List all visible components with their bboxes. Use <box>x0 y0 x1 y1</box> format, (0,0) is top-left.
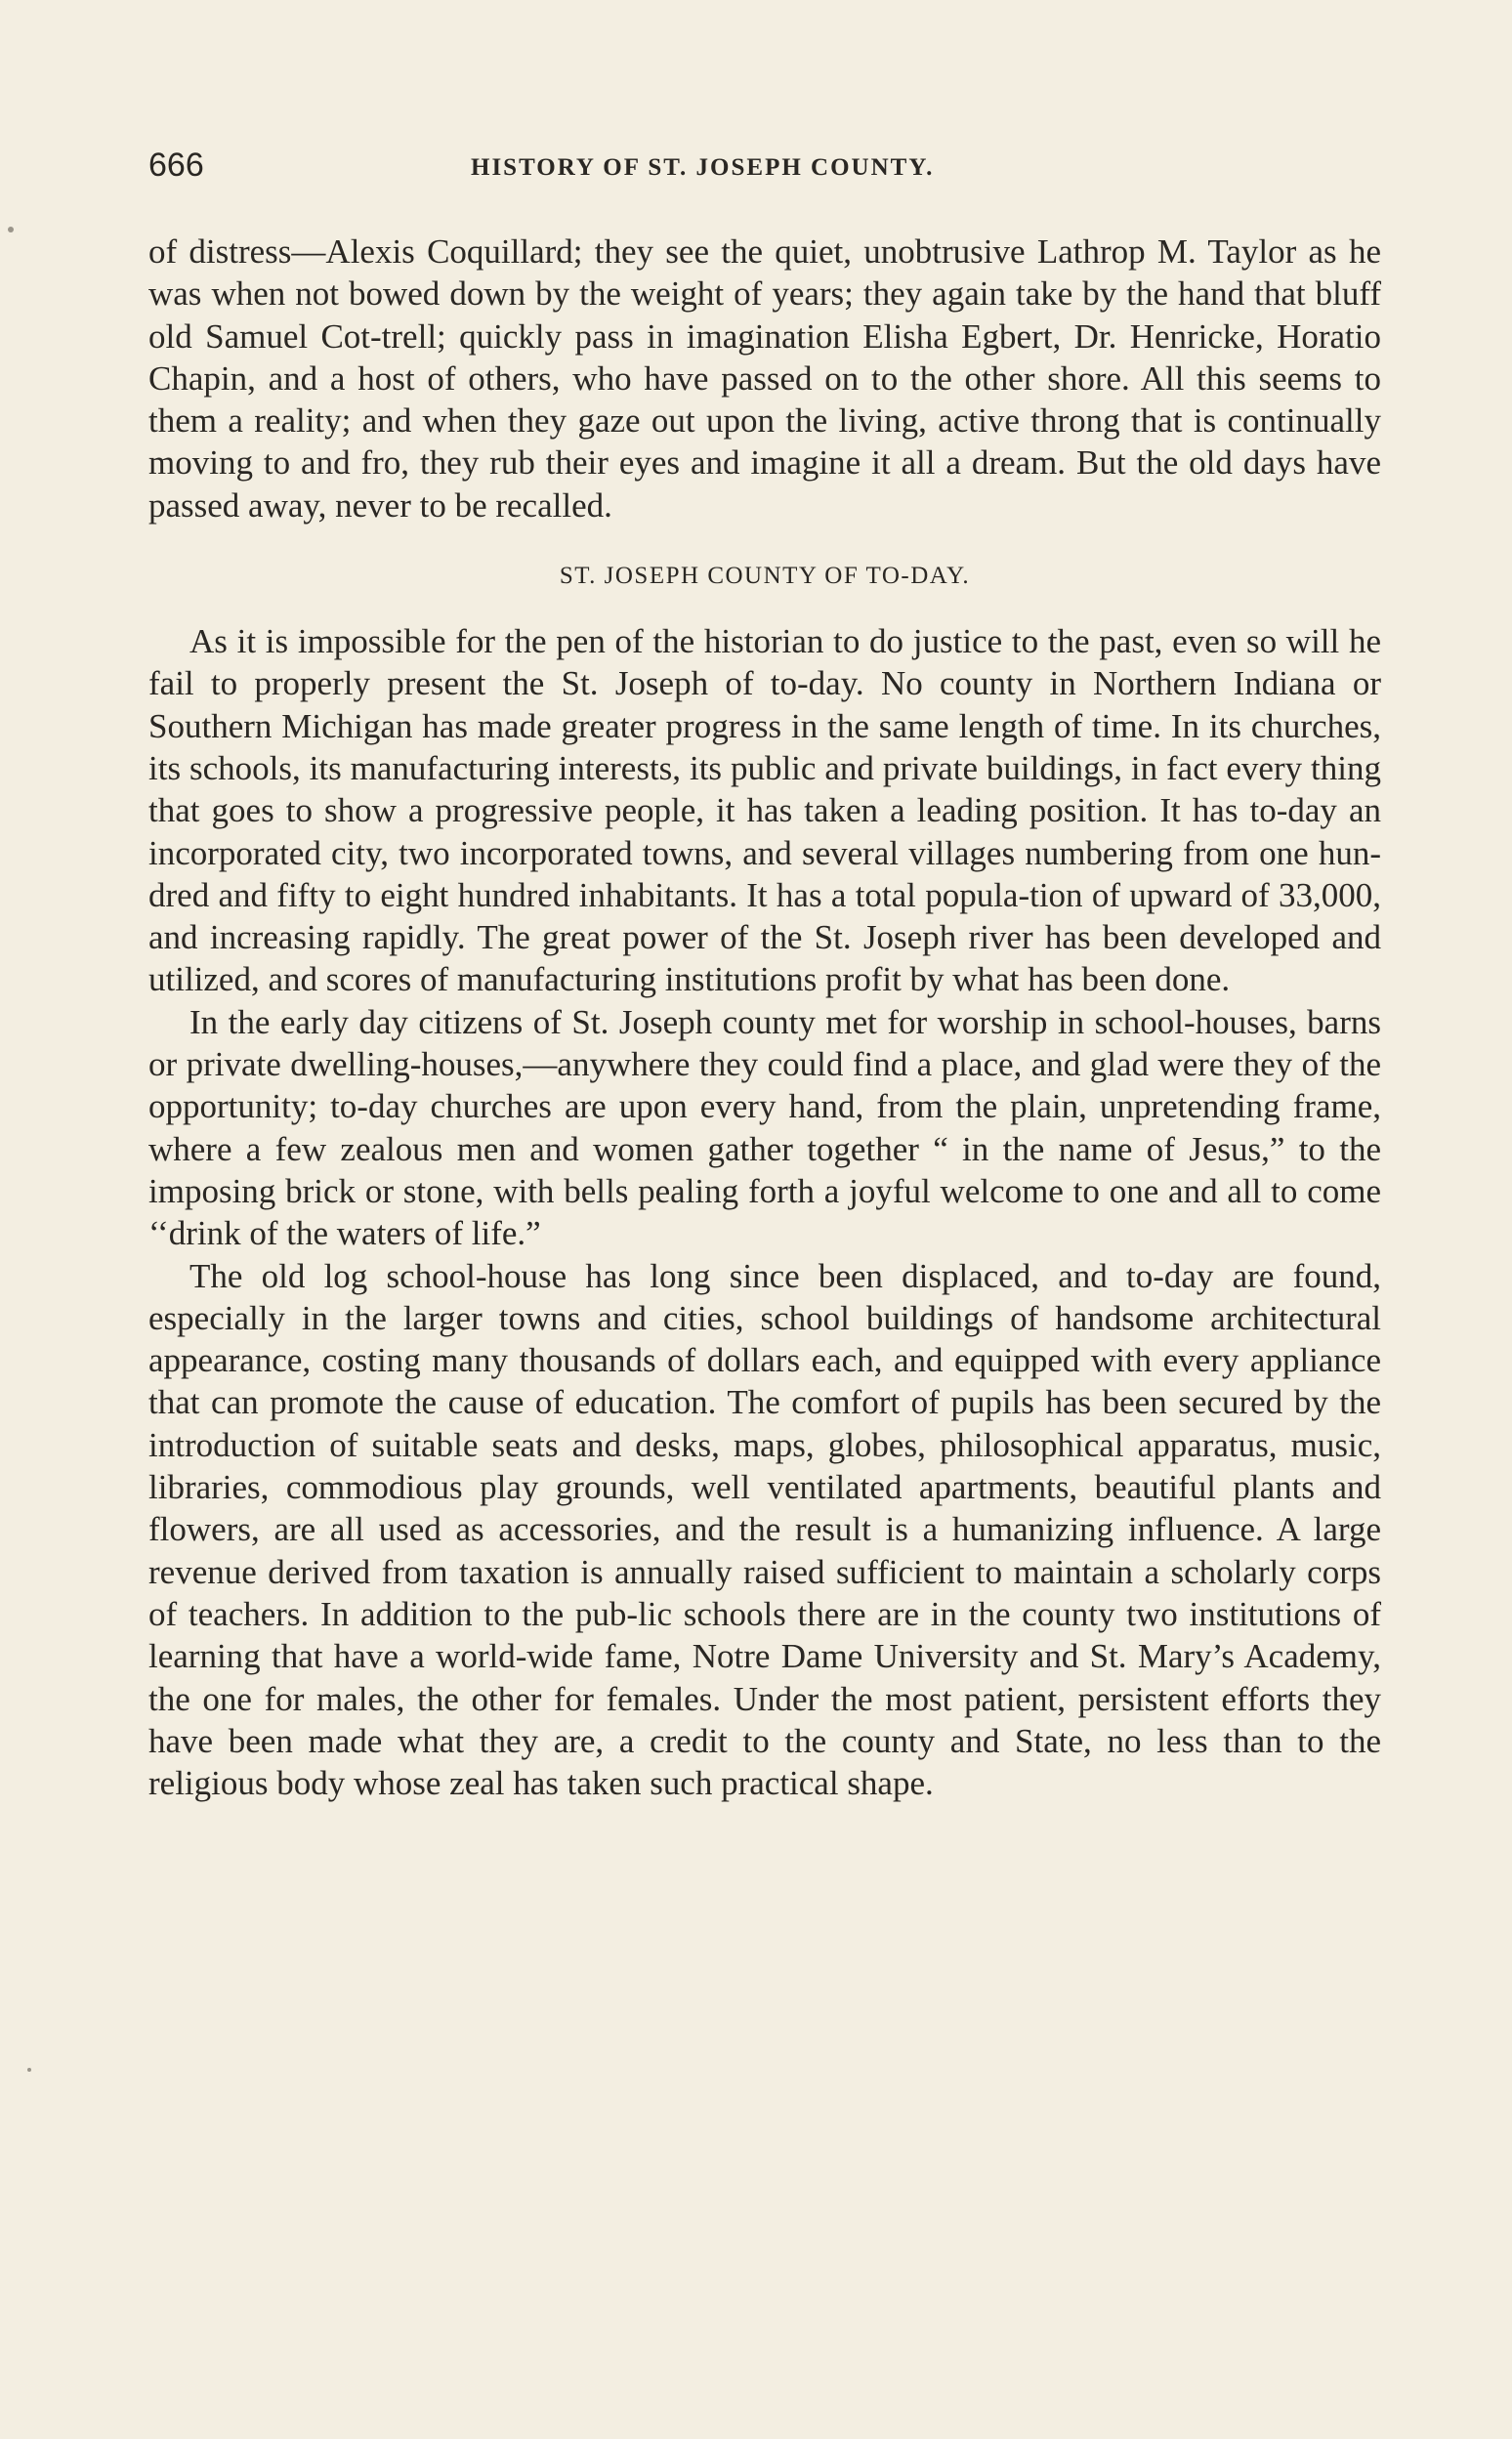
page-number: 666 <box>148 147 204 184</box>
page-speck <box>27 2068 31 2072</box>
paragraph-continued: of distress—Alexis Coquillard; they see the quiet, unobtrusive Lathrop M. Taylor as he was when not bowed down by the weight of years; they again take by the hand that bluff old Samuel Cot-trell; quickly pass in imagination Elisha Egbert, Dr. Henricke, Horatio Chapin, and a host of others, who have passed on to the other shore. All this seems to them a reality; and when they gaze out upon the living, active throng that is continually moving to and fro, they rub their eyes and imagine it all a dream. But the old days have passed away, never to be recalled. <box>148 232 1381 525</box>
page-speck <box>8 227 14 232</box>
section-heading: ST. JOSEPH COUNTY OF TO-DAY. <box>559 563 971 590</box>
page-body <box>148 231 1381 1804</box>
paragraph: In the early day citizens of St. Joseph county met for worship in school-houses, barns or private dwelling-houses,—anywhere they could find a place, and glad were they of the opportunity; to-day churches are upon every hand, from the plain, unpretending frame, where a few zealous men and women gather together “ in the name of Jesus,” to the imposing brick or stone, with bells pealing forth a joyful welcome to one and all to come ‘‘drink of the waters of life.” <box>148 1002 1381 1253</box>
page-header <box>148 147 1389 195</box>
paragraph: As it is impossible for the pen of the historian to do justice to the past, even so will he fail to properly present the St. Joseph of to-day. No county in Northern Indiana or Southern Michigan has made greater progress in the same length of time. In its churches, its schools, its manufacturing interests, its public and private buildings, in fact every thing that goes to show a progressive people, it has taken a leading position. It has to-day an incorporated city, two incorporated towns, and several villages numbering from one hun-dred and fifty to eight hundred inhabitants. It has a total popula-tion of upward of 33,000, and increasing rapidly. The great power of the St. Joseph river has been developed and utilized, and scores of manufacturing institutions profit by what has been done. <box>148 622 1381 999</box>
paragraph: The old log school-house has long since been displaced, and to-day are found, especially in the larger towns and cities, school buildings of handsome architectural appearance, costing many thousands of dollars each, and equipped with every appliance that can promote the cause of education. The comfort of pupils has been secured by the introduction of suitable seats and desks, maps, globes, philosophical apparatus, music, libraries, commodious play grounds, well ventilated apartments, beautiful plants and flowers, are all used as accessories, and the result is a humanizing influence. A large revenue derived from taxation is annually raised sufficient to maintain a scholarly corps of teachers. In addition to the pub-lic schools there are in the county two institutions of learning that have a world-wide fame, Notre Dame University and St. Mary’s Academy, the one for males, the other for females. Under the most patient, persistent efforts they have been made what they are, a credit to the county and State, no less than to the religious body whose zeal has taken such practical shape. <box>148 1256 1381 1803</box>
running-title: HISTORY OF ST. JOSEPH COUNTY. <box>471 154 935 181</box>
